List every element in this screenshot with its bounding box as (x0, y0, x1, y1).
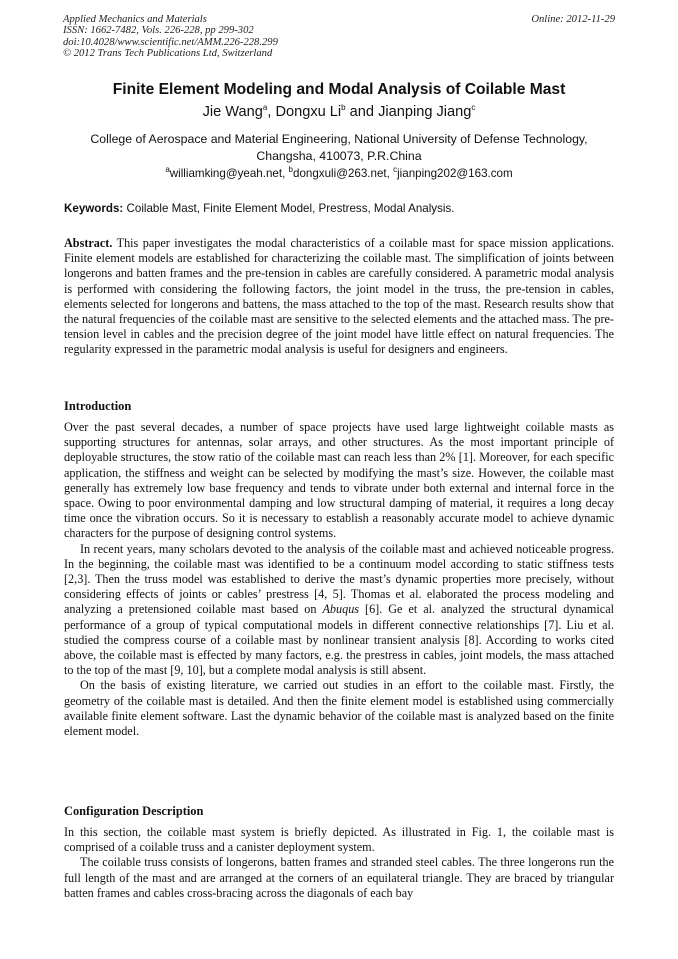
introduction-body (64, 420, 614, 739)
email-mark: c (393, 165, 398, 175)
configuration-body (64, 825, 614, 901)
journal-header (63, 14, 615, 60)
abstract-paragraph (64, 236, 614, 358)
paragraph: The coilable truss consists of longerons, batten frames and stranded steel cables. The three longerons run the full length of the mast and are arranged at the corners of an equilateral triangle. They are braced by triangular batten frames and cables cross-bracing across the diagonals of each bay (64, 855, 614, 900)
keywords-label: Keywords: (64, 202, 124, 215)
email-link[interactable]: dongxuli@263.net (293, 167, 387, 180)
journal-name: Applied Mechanics and Materials (63, 14, 207, 25)
email-link[interactable]: jianping202@163.com (397, 167, 513, 180)
author-name: Dongxu Li (275, 104, 342, 120)
affiliation-line: Changsha, 410073, P.R.China (256, 148, 422, 163)
email-mark: a (165, 165, 170, 175)
email-separator: , (386, 167, 394, 180)
author-list (30, 102, 648, 122)
paragraph-text: In recent years, many scholars devoted to the analysis of the coilable mast and achieved noticeable progress. In the beginning, the coilable mast was identified to be a continuum model according to static stiffness tests [2,3]. Then the truss model was established to derive the mast’s dynamic properties more precisely, without considering effects of joints or cables’ prestress [4, 5]. Thomas et al. elaborated the process modeling and analyzing a pretensioned coilable mast based on (64, 541, 614, 617)
journal-copyright: © 2012 Trans Tech Publications Ltd, Switzerland (63, 48, 273, 60)
author-affil-mark: c (471, 103, 476, 113)
author-separator: and (345, 104, 379, 120)
email-mark: b (288, 165, 293, 175)
software-name: Abuqus (322, 602, 360, 617)
online-date: Online: 2012-11-29 (531, 14, 615, 25)
paragraph: On the basis of existing literature, we carried out studies in an effort to the coilable mast. Firstly, the geometry of the coilable mast is detailed. And then the finite element model is established using commercially available finite element software. Last the dynamic behavior of the coilable mast is analyzed based on the finite element model. (64, 678, 614, 739)
keywords-text: Coilable Mast, Finite Element Model, Prestress, Modal Analysis. (123, 202, 455, 215)
abstract-text: This paper investigates the modal characteristics of a coilable mast for space mission applications. Finite element models are established for characterizing the coilable mast. The simplification of joints between longerons and batten frames and the pre-tension in cables are carefully considered. A parametric modal analysis is performed with considering the following factors, the joint model in the truss, the pre-tension in cables, elements selected for longerons and battens, the mass attached to the top of the mast. Research results show that the natural frequencies of the coilable mast are sensitive to the selected elements and the attached mass. The pre-tension level in cables and the precision degree of the joint model have little effect on natural frequencies. The regularity expressed in the parametric modal analysis is useful for designers and engineers. (64, 236, 614, 357)
section-heading-configuration: Configuration Description (64, 804, 204, 818)
email-separator: , (282, 167, 289, 180)
author-affil-mark: a (262, 103, 268, 113)
paragraph (64, 542, 614, 679)
affiliation (64, 131, 614, 164)
email-link[interactable]: williamking@yeah.net (169, 167, 283, 180)
paragraph: Over the past several decades, a number of space projects have used large lightweight coilable masts as supporting structures for antennas, solar arrays, and other structures. As the most important principle of deployable structures, the stow ratio of the coilable mast can reach less than 2% [1]. Moreover, for each specific application, the stiffness and weight can be selected by modifying the mast’s size. However, the coilable mast generally has extremely low base frequency and tends to vibrate under both external and internal force in the space. Owing to poor environmental damping and low structural damping of material, it requires a long decay time once the vibration occurs. So it is necessary to establish a reasonably accurate model to achieve dynamic characters for the purpose of designing control systems. (64, 420, 614, 541)
author-name: Jie Wang (202, 104, 263, 120)
author-affil-mark: b (341, 103, 346, 113)
abstract (64, 236, 614, 358)
author-name: Jianping Jiang (378, 104, 472, 120)
paragraph-text: [6]. Ge et al. analyzed the structural dynamical performance of a group of typical computational models in different connective relationships [7]. Liu et al. studied the compress course of a coilable mast by nonlinear transient analysis [8]. According to works cited above, the coilable mast is effected by many factors, e.g. the prestress in cables, joint models, the mass attached to the top of the mast [9, 10], but a complete modal analysis is still absent. (64, 602, 614, 678)
journal-issn: ISSN: 1662-7482, Vols. 226-228, pp 299-302 (63, 25, 254, 37)
section-heading-introduction: Introduction (64, 399, 132, 413)
affiliation-line: College of Aerospace and Material Engineering, National University of Defense Technology, (90, 132, 588, 146)
paper-title: Finite Element Modeling and Modal Analysis of Coilable Mast (112, 81, 566, 98)
email-list (30, 166, 648, 182)
keywords (64, 201, 614, 217)
abstract-label: Abstract. (64, 236, 113, 250)
journal-doi[interactable]: doi:10.4028/www.scientific.net/AMM.226-228.299 (63, 36, 278, 48)
paragraph: In this section, the coilable mast system is briefly depicted. As illustrated in Fig. 1, the coilable mast is comprised of a coilable truss and a canister deployment system. (64, 825, 614, 855)
author-separator: , (267, 104, 276, 120)
